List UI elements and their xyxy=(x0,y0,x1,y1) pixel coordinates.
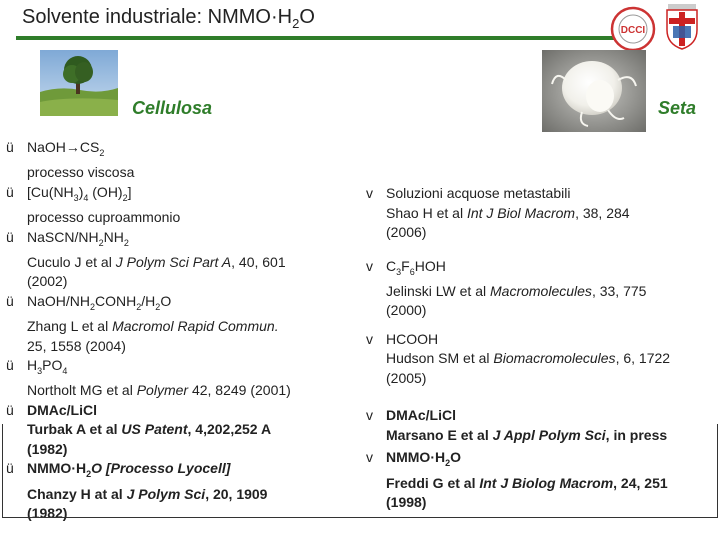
reference-year: (2006) xyxy=(386,224,427,240)
reference: Cuculo J et al J Polym Sci Part A, 40, 601 xyxy=(27,253,286,270)
diamond-bullet-icon: v xyxy=(366,330,373,347)
tree-landscape-photo xyxy=(40,50,118,116)
silk-solvent-list xyxy=(366,184,716,513)
university-crest xyxy=(664,4,700,50)
check-bullet-icon: ü xyxy=(6,460,14,477)
reference-year: (2000) xyxy=(386,302,427,319)
list-item xyxy=(6,356,336,401)
reference: Freddi G et al Int J Biolog Macrom, 24, 251 xyxy=(386,474,668,491)
solvent-name: Soluzioni acquose metastabili xyxy=(386,185,571,201)
dcci-logo xyxy=(610,6,656,52)
solvent-name: NaSCN/$NH_2NH_2$ xyxy=(27,228,129,248)
reference-year: (2005) xyxy=(386,369,427,386)
check-bullet-icon: ü xyxy=(6,183,14,200)
list-item xyxy=(366,406,716,445)
solvent-name: $NMMO\cdot H_2O$ [Processo Lyocell] xyxy=(27,460,231,480)
list-item xyxy=(366,330,716,389)
check-bullet-icon: ü xyxy=(6,228,14,245)
solvent-name: HCOOH xyxy=(386,330,439,347)
solvent-name: [$Cu(NH_3)_4$ $(OH)_2$] xyxy=(27,183,132,203)
page-title: Solvente industriale: $NMMO\cdot H_2O$ xyxy=(22,6,315,31)
solvent-name: $NMMO\cdot H_2O$ xyxy=(386,449,462,469)
solvent-name: DMAc/LiCl xyxy=(386,407,456,424)
process-name: processo viscosa xyxy=(27,164,135,181)
reference-year: (1998) xyxy=(386,494,427,511)
reference: Chanzy H at al J Polym Sci, 20, 1909 xyxy=(27,485,268,502)
silk-cocoon-photo xyxy=(542,50,646,132)
reference: Zhang L et al Macromol Rapid Commun. xyxy=(27,318,279,335)
list-item xyxy=(6,459,336,523)
list-item xyxy=(366,184,716,243)
reference-year: 25, 1558 (2004) xyxy=(27,337,126,354)
diamond-bullet-icon: v xyxy=(366,257,373,274)
list-item xyxy=(366,257,716,321)
list-item xyxy=(6,228,336,292)
list-item xyxy=(6,138,336,183)
reference: Northolt MG et al Polymer 42, 8249 (2001) xyxy=(27,382,291,399)
list-item xyxy=(6,292,336,356)
list-item xyxy=(6,401,336,460)
reference-year: (2002) xyxy=(27,273,68,290)
reference-year: (1982) xyxy=(27,440,68,457)
diamond-bullet-icon: v xyxy=(366,407,373,424)
diamond-bullet-icon: v xyxy=(366,185,373,201)
check-bullet-icon: ü xyxy=(6,139,14,155)
diamond-bullet-icon: v xyxy=(366,449,373,466)
solvent-name: NaOH/$NH_2CONH_2/H_2O$ xyxy=(27,292,172,312)
check-bullet-icon: ü xyxy=(6,357,14,374)
title-underline xyxy=(16,36,638,40)
reference: Turbak A et al US Patent, 4,202,252 A xyxy=(27,421,272,438)
solvent-name: $C_3F_6HOH$ xyxy=(386,257,446,277)
seta-label: Seta xyxy=(658,98,697,118)
cellulose-solvent-list xyxy=(6,138,336,524)
cellulosa-label: Cellulosa xyxy=(132,98,213,118)
check-bullet-icon: ü xyxy=(6,401,14,418)
reference: Jelinski LW et al Macromolecules, 33, 775 xyxy=(386,282,647,299)
check-bullet-icon: ü xyxy=(6,292,14,309)
solvent-name: DMAc/LiCl xyxy=(27,401,97,418)
reference: Shao H et al Int J Biol Macrom, 38, 284 xyxy=(386,204,630,221)
list-item xyxy=(366,448,716,512)
reference-year: (1982) xyxy=(27,505,68,522)
reference: Hudson SM et al Biomacromolecules, 6, 1722 xyxy=(386,350,671,367)
solvent-name: $H_3PO_4$ xyxy=(27,357,68,376)
list-item xyxy=(6,183,336,228)
process-name: processo cuproammonio xyxy=(27,209,181,226)
dcci-logo-text: DCCI xyxy=(620,25,646,36)
reference: Marsano E et al J Appl Polym Sci, in press xyxy=(386,426,668,443)
solvent-name: $NaOH\to CS_2$ xyxy=(27,139,105,158)
